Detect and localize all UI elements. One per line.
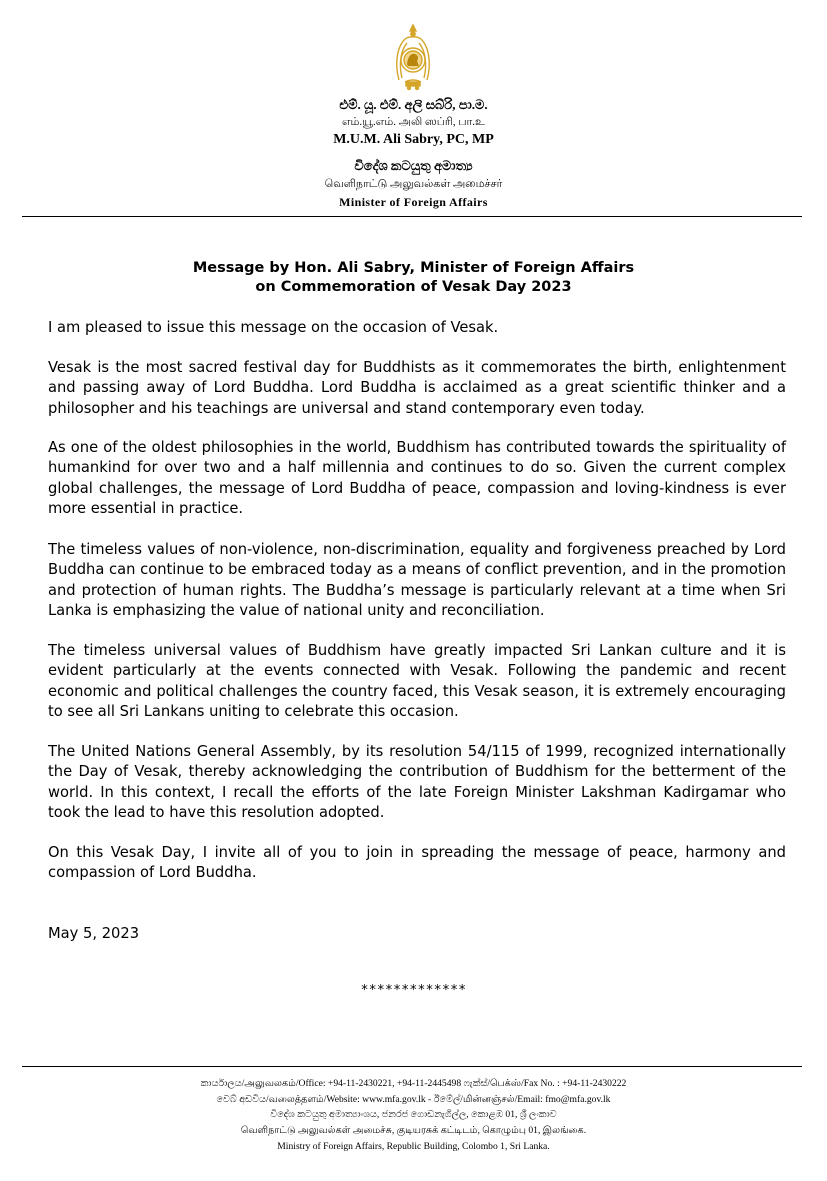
paragraph-1: I am pleased to issue this message on the occasion of Vesak. bbox=[48, 319, 499, 336]
minister-title-english: Minister of Foreign Affairs bbox=[339, 195, 488, 209]
paragraph-5: The timeless universal values of Buddhism have greatly impacted Sri Lankan culture and it is evident particularly at the events connected with Vesak. Following the pandemic and recent economic and political challenges the country faced, this Vesak season, it is extremely encouraging to see all Sri Lankans uniting to celebrate this occasion. bbox=[48, 642, 786, 721]
minister-name-tamil: எம்.யூ.எம். அலி ஸப்ரி, பா.உ bbox=[341, 116, 486, 128]
paragraph-3: As one of the oldest philosophies in the world, Buddhism has contributed towards the spirituality of humankind for over two and a half millennia and continues to do so. Given the current complex global challenges, the message of Lord Buddha of peace, compassion and loving-kindness is ever more essential in practice. bbox=[48, 439, 786, 518]
minister-title-sinhala: විදේශ කටයුතු අමාත්‍ය bbox=[354, 158, 473, 173]
header-divider bbox=[22, 216, 802, 217]
footer-contact-phone: කාර්යාලය/அலுவலகம்/Office: +94-11-2430221, +94-11-2445498 ෆැක්ස්/பெக்ஸ்/Fax No. : +94-11-2430222 bbox=[200, 1078, 627, 1089]
document-date: May 5, 2023 bbox=[48, 925, 140, 942]
footer-address-english: Ministry of Foreign Affairs, Republic Building, Colombo 1, Sri Lanka. bbox=[277, 1141, 550, 1152]
document-title-line-2: on Commemoration of Vesak Day 2023 bbox=[255, 279, 572, 295]
paragraph-6: The United Nations General Assembly, by its resolution 54/115 of 1999, recognized internationally the Day of Vesak, thereby acknowledging the contribution of Buddhism for the betterment of the world. In this context, I recall the efforts of the late Foreign Minister Lakshman Kadirgamar who took the lead to have this resolution adopted. bbox=[48, 743, 786, 822]
footer-contact-web: වෙබ් අඩවිය/வலைத்தளம்/Website: www.mfa.gov.lk - ඊමේල්/மின்னஞ்சல்/Email: fmo@mfa.gov.lk bbox=[216, 1094, 611, 1105]
minister-name-english: M.U.M. Ali Sabry, PC, MP bbox=[333, 132, 494, 147]
minister-name-sinhala: එම්. යූ. එම්. අලි සබ්රි, පා.ම. bbox=[339, 97, 488, 112]
paragraph-4: The timeless values of non-violence, non-discrimination, equality and forgiveness preached by Lord Buddha can continue to be embraced today as a means of conflict prevention, and in the promotion and protection of human rights. The Buddha’s message is particularly relevant at a time when Sri Lanka is emphasizing the value of national unity and reconciliation. bbox=[48, 541, 786, 620]
footer-address-tamil: வெளிநாட்டு அலுவல்கள் அமைச்சு, குடியரசுக் கட்டிடம், கொழும்பு 01, இலங்கை. bbox=[240, 1125, 587, 1136]
end-separator: ************* bbox=[360, 983, 467, 998]
footer-divider bbox=[22, 1066, 802, 1067]
footer-address-sinhala: විදේශ කටයුතු අමාත්‍යාංශය, ජනරජ ගොඩනැගිල්ල, කොළඹ 01, ශ්‍රී ලංකාව bbox=[270, 1109, 557, 1120]
document-title bbox=[0, 259, 827, 297]
sri-lanka-national-emblem-icon bbox=[391, 22, 435, 92]
paragraph-7: On this Vesak Day, I invite all of you to join in spreading the message of peace, harmony and compassion of Lord Buddha. bbox=[48, 844, 786, 882]
paragraph-2: Vesak is the most sacred festival day for Buddhists as it commemorates the birth, enlightenment and passing away of Lord Buddha. Lord Buddha is acclaimed as a great scientific thinker and a philosopher and his teachings are universal and stand contemporary even today. bbox=[48, 359, 786, 417]
document-title-line-1: Message by Hon. Ali Sabry, Minister of Foreign Affairs bbox=[192, 260, 635, 276]
minister-title-tamil: வெளிநாட்டு அலுவல்கள் அமைச்சர் bbox=[324, 178, 503, 190]
